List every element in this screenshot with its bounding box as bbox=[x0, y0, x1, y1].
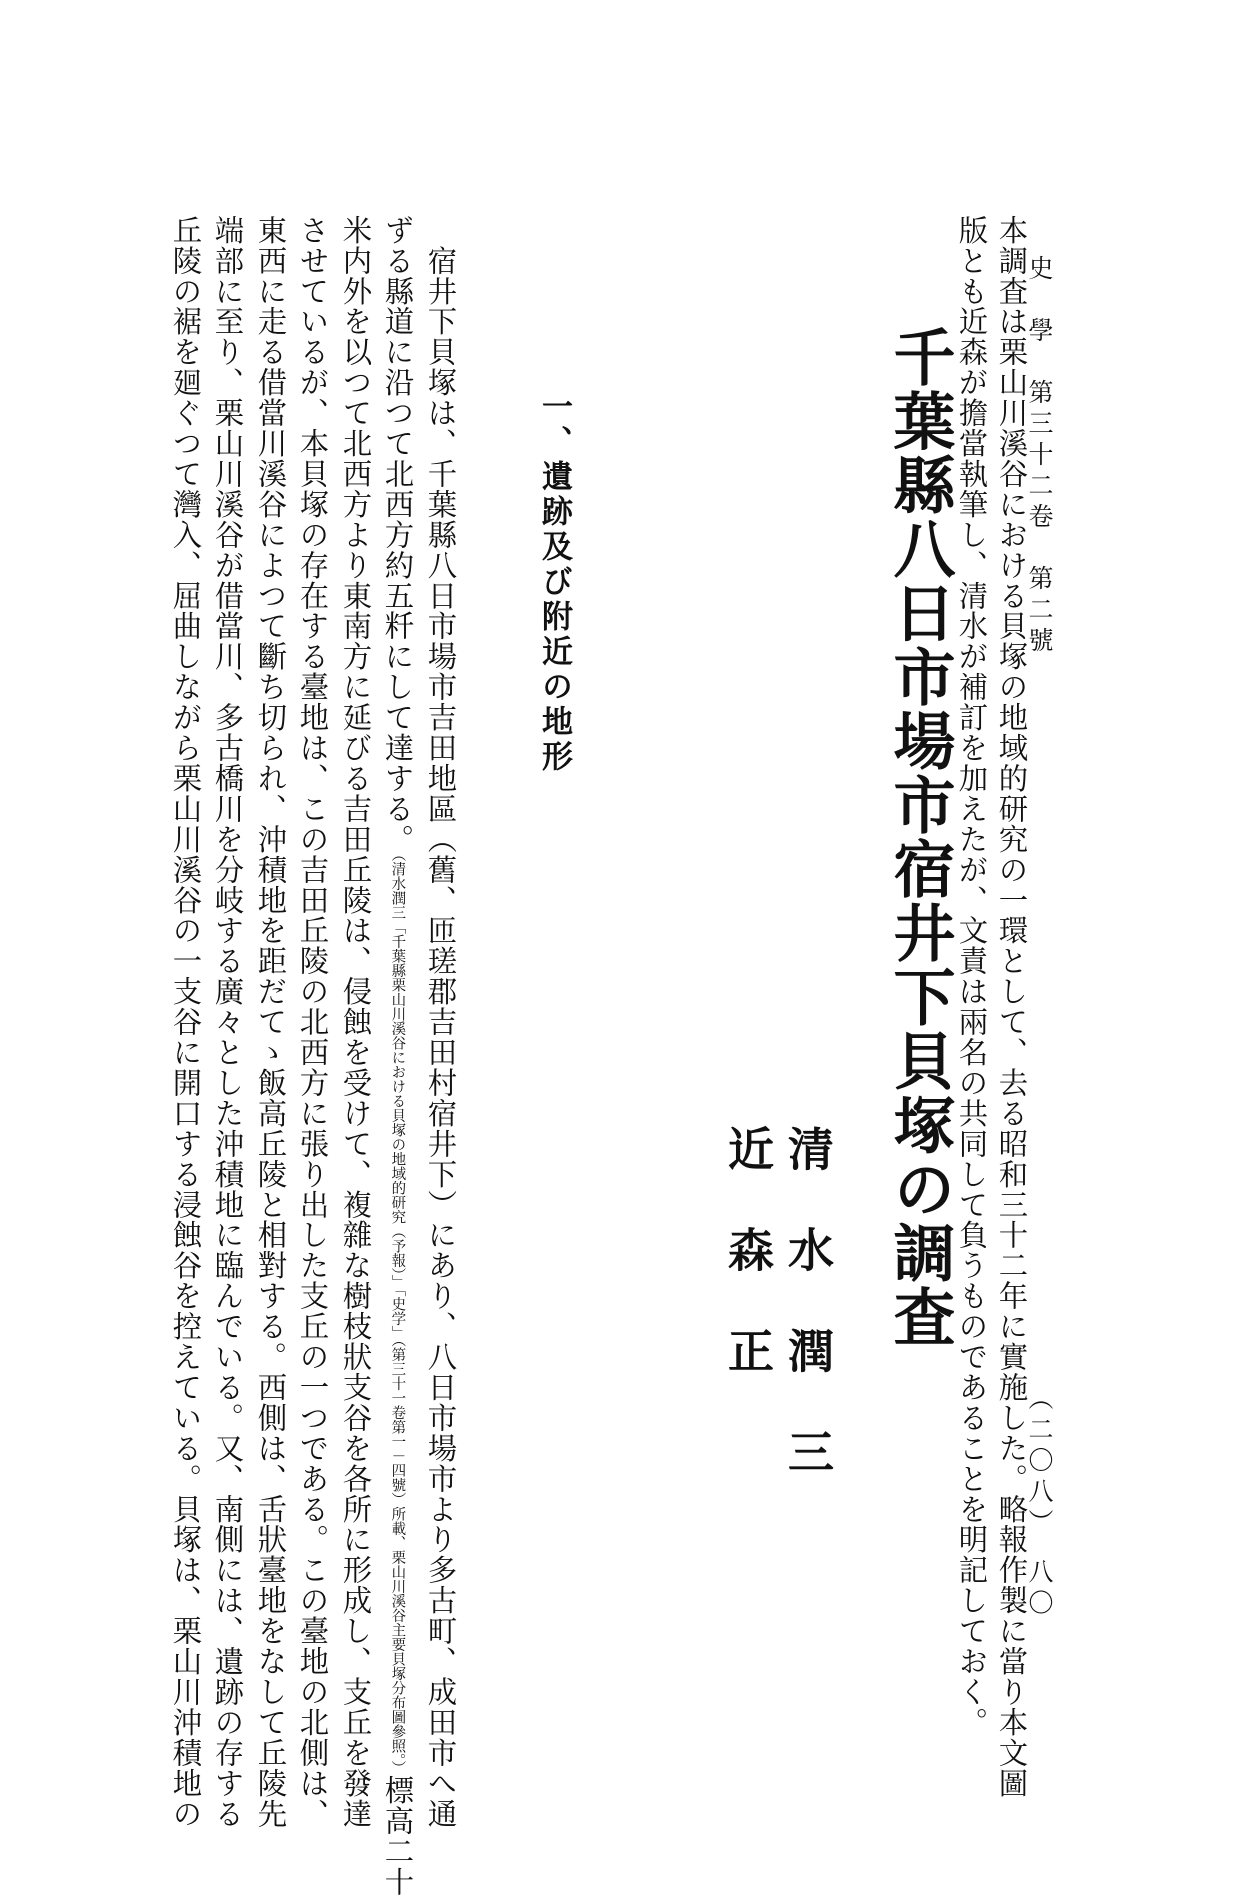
page-number: （二〇八） 八〇 bbox=[1025, 1385, 1054, 1621]
author-shimizu: 清水潤三 bbox=[781, 1125, 835, 1529]
section-heading: 一、遺跡及び附近の地形 bbox=[536, 390, 572, 775]
intro-line-2: 版とも近森が擔當執筆し、清水が補訂を加えたが、文責は兩名の共同して負うものであることを明記しておく。 bbox=[954, 215, 989, 1738]
body-line-5: 東西に走る借當川溪谷によつて斷ち切られ、沖積地を距だてゝ飯高丘陵と相對する。西側は、舌狀臺地をなして丘陵先 bbox=[253, 215, 288, 1829]
intro-line-1: 本調査は栗山川溪谷における貝塚の地域的研究の一環として、去る昭和三十二年に實施した。略報作製に當り本文圖 bbox=[994, 215, 1029, 1799]
body-line-7: 丘陵の裾を廻ぐつて灣入、屈曲しながら栗山川溪谷の一支谷に開口する浸蝕谷を控えている。貝塚は、栗山川沖積地の bbox=[168, 215, 203, 1829]
running-head: 史 學 第三十二卷 第二號 bbox=[1025, 255, 1054, 658]
body-line-4: させているが、本貝塚の存在する臺地は、この吉田丘陵の北西方に張り出した支丘の一つである。この臺地の北側は、 bbox=[295, 215, 330, 1829]
citation-note: （清水潤三「千葉縣栗山川溪谷における貝塚の地域的研究（予報）」「史学」（第三十一卷第一－四號）所載、栗山川溪谷主要貝塚分布圖參照。） bbox=[389, 854, 406, 1776]
body-line-3: 米内外を以つて北西方より東南方に延びる吉田丘陵は、侵蝕を受けて、複雜な樹枝狀支谷を各所に形成し、支丘を發達 bbox=[338, 215, 373, 1829]
body-line-2-tail: 標高二十 bbox=[380, 1775, 415, 1897]
body-line-2 bbox=[380, 215, 415, 1897]
body-line-1: 宿井下貝塚は、千葉縣八日市場市吉田地區（舊、匝瑳郡吉田村宿井下）にあり、八日市場市より多古町、成田市へ通 bbox=[423, 215, 458, 1829]
body-line-6: 端部に至り、栗山川溪谷が借當川、多古橋川を分岐する廣々とした沖積地に臨んでいる。又、南側には、遺跡の存する bbox=[210, 215, 245, 1829]
body-line-2-text: ずる縣道に沿つて北西方約五粁にして達する。 bbox=[380, 215, 415, 855]
author-chikamori: 近森正 bbox=[721, 1125, 775, 1428]
article-title: 千葉縣八日市場市宿井下貝塚の調査 bbox=[883, 325, 956, 1349]
